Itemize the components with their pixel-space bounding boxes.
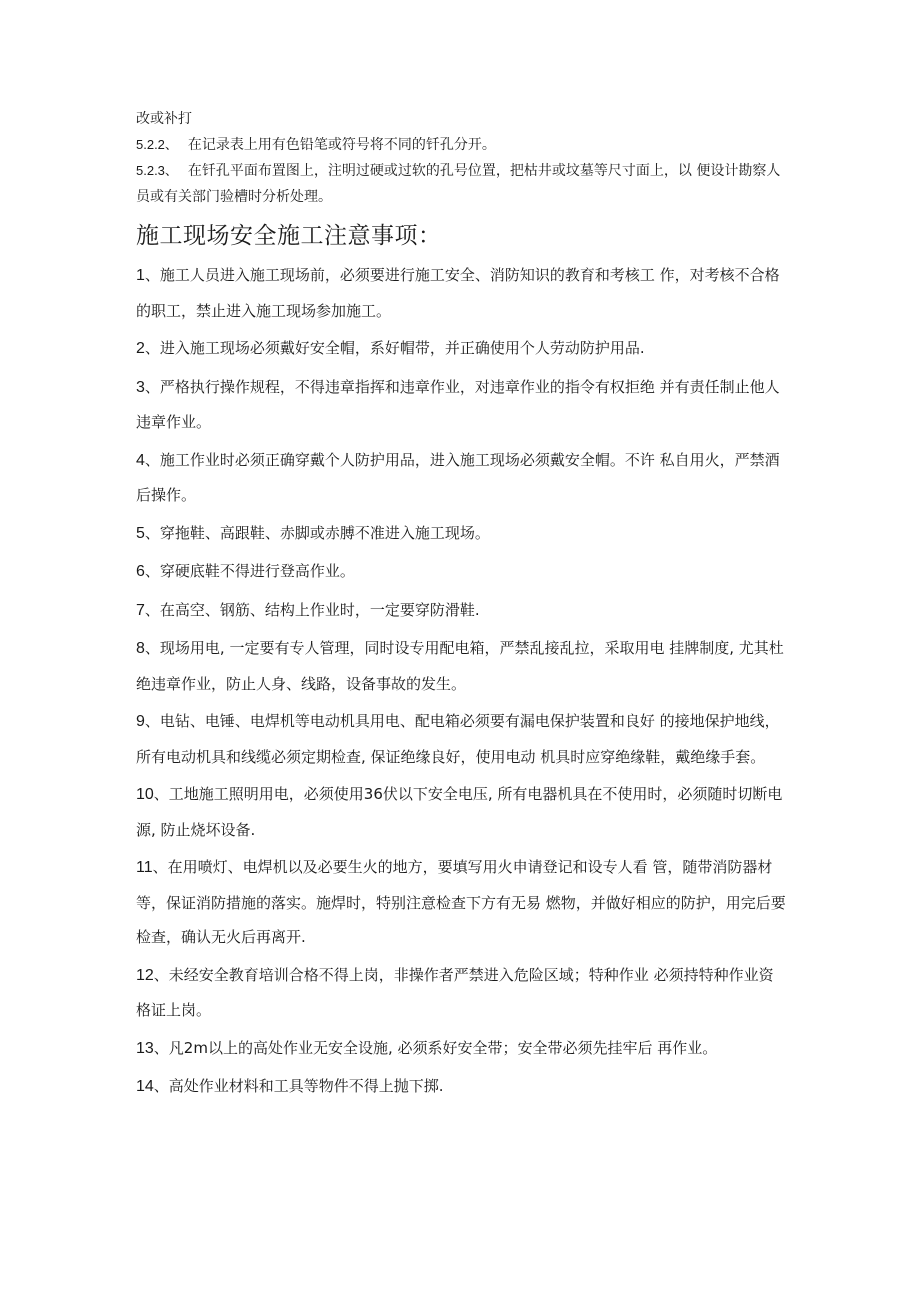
section-heading: 施工现场安全施工注意事项： (136, 223, 442, 249)
list-item (136, 554, 786, 590)
list-item (136, 777, 786, 847)
item-number: 10 (136, 786, 154, 803)
item-number: 1 (136, 267, 145, 284)
item-text: 、现场用电, 一定要有专人管理，同时设专用配电箱，严禁乱接乱拉，采取用电 挂牌制度, 尤其杜绝违章作业，防止人身、线路，设备事故的发生。 (136, 639, 784, 693)
item-text: 、在高空、钢筋、结构上作业时，一定要穿防滑鞋. (144, 600, 480, 619)
item-text: 、穿拖鞋、高跟鞋、赤脚或赤膊不准进入施工现场。 (144, 523, 490, 542)
item-text: 、施工人员进入施工现场前，必须要进行施工安全、消防知识的教育和考核工 作，对考核不合格的职工，禁止进入施工现场参加施工。 (136, 266, 780, 320)
item-number: 5.2.2、 (136, 137, 178, 152)
item-number: 11 (136, 859, 153, 876)
item-text: 在钎孔平面布置图上，注明过硬或过软的孔号位置，把枯井或坟墓等尺寸面上，以 便设计勘察人员或有关部门验槽时分析处理。 (136, 163, 781, 205)
list-item (136, 1069, 786, 1105)
item-text: 、未经安全教育培训合格不得上岗，非操作者严禁进入危险区域；特种作业 必须持特种作业资格证上岗。 (136, 965, 774, 1019)
intro-item-5-2-2 (136, 132, 786, 158)
item-number: 9 (136, 713, 145, 730)
list-item (136, 850, 786, 955)
list-item (136, 631, 786, 701)
item-text: 、高处作业材料和工具等物件不得上抛下掷. (153, 1077, 444, 1095)
intro-item-5-2-3 (136, 158, 786, 210)
item-number: 5.2.3、 (136, 163, 178, 178)
item-number: 5 (136, 524, 145, 542)
item-text: 在记录表上用有色铅笔或符号将不同的钎孔分开。 (187, 137, 496, 153)
item-number: 12 (136, 966, 154, 984)
item-number: 13 (136, 1039, 154, 1057)
item-number: 14 (136, 1078, 154, 1095)
list-item (136, 958, 786, 1028)
item-text: 、电钻、电锤、电焊机等电动机具用电、配电箱必须要有漏电保护装置和良好 的接地保护地线，所有电动机具和线缆必须定期检查, 保证绝缘良好，使用电动 机具时应穿绝缘鞋，戴绝缘手套。 (136, 712, 780, 766)
item-number: 8 (136, 640, 145, 657)
intro-section (136, 106, 786, 210)
item-number: 3 (136, 378, 145, 396)
list-item (136, 370, 786, 440)
item-number: 2 (136, 340, 145, 357)
intro-line: 改或补打 (136, 111, 192, 127)
safety-items-list (136, 258, 786, 1108)
item-text: 、施工作业时必须正确穿戴个人防护用品，进入施工现场必须戴安全帽。不许 私自用火，严禁酒后操作。 (136, 450, 780, 504)
list-item (136, 593, 786, 629)
item-text: 、严格执行操作规程，不得违章指挥和违章作业，对违章作业的指令有权拒绝 并有责任制止他人违章作业。 (136, 377, 780, 431)
list-item (136, 704, 786, 774)
item-text: 、凡2m以上的高处作业无安全设施, 必须系好安全带；安全带必须先挂牢后 再作业。 (153, 1038, 718, 1057)
item-number: 6 (136, 563, 145, 580)
list-item (136, 1031, 786, 1067)
item-number: 4 (136, 451, 145, 469)
item-number: 7 (136, 601, 145, 619)
item-text: 、工地施工照明用电，必须使用36伏以下安全电压, 所有电器机具在不使用时，必须随时切断电源, 防止烧坏设备. (136, 785, 783, 839)
item-text: 、在用喷灯、电焊机以及必要生火的地方，要填写用火申请登记和设专人看 管，随带消防器材等，保证消防措施的落实。施焊时，特别注意检查下方有无易 燃物，并做好相应的防护，用完后要检查，确认无火后再离开. (136, 858, 786, 946)
list-item (136, 516, 786, 552)
item-text: 、进入施工现场必须戴好安全帽，系好帽带，并正确使用个人劳动防护用品. (144, 339, 645, 357)
item-text: 、穿硬底鞋不得进行登高作业。 (144, 562, 355, 580)
list-item (136, 443, 786, 513)
list-item (136, 258, 786, 328)
list-item (136, 331, 786, 367)
